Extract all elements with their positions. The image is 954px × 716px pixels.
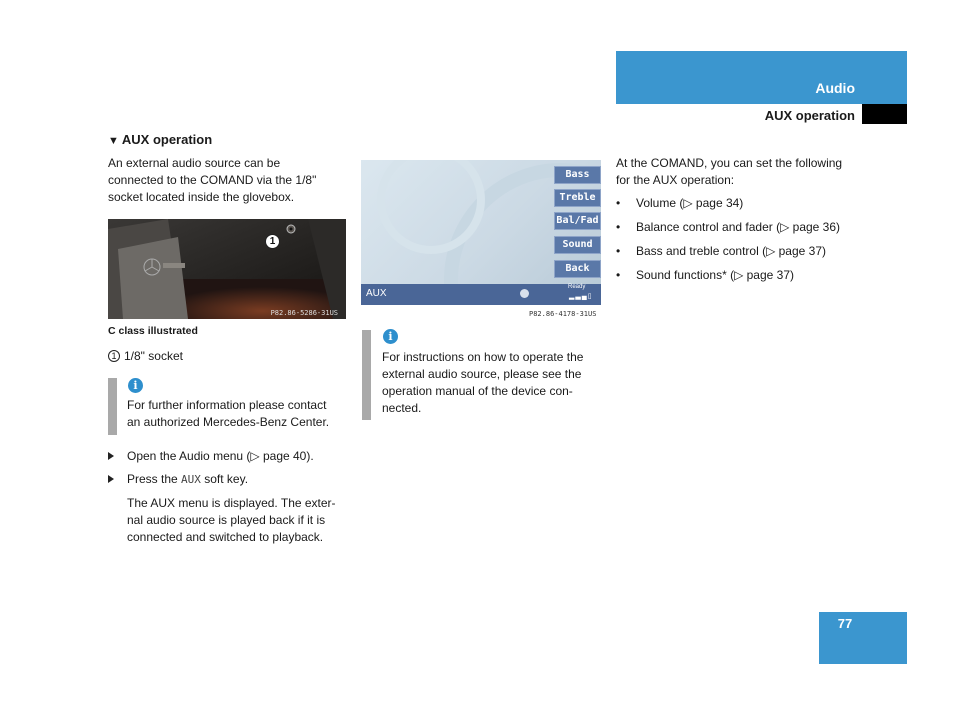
info-icon: i xyxy=(383,329,398,344)
section-heading: ▼ AUX operation xyxy=(108,132,213,147)
step-press-aux: Press the AUX soft key. xyxy=(108,471,248,488)
info-note-mid: For instructions on how to operate the external audio source, please see the operation manual of the device con- nected. xyxy=(382,350,584,415)
bullet-item: • Volume (▷ page 34) xyxy=(616,196,744,210)
step-open-audio-menu: Open the Audio menu (▷ page 40). xyxy=(108,448,314,465)
signal-bars-icon: ▂▃▄▯ xyxy=(569,293,593,300)
info-icon: i xyxy=(128,378,143,393)
info-bar-mid xyxy=(362,330,371,420)
photo-code: P82.86-5286-31US xyxy=(270,309,338,317)
legend-number: 1 xyxy=(108,350,120,362)
softkey-bass[interactable]: Bass xyxy=(554,166,601,184)
softkey-treble[interactable]: Treble xyxy=(554,189,601,207)
bullet-item: • Sound functions* (▷ page 37) xyxy=(616,268,794,282)
photo-callout-1: 1 xyxy=(265,234,280,249)
photo-caption: C class illustrated xyxy=(108,325,198,337)
info-note-left: For further information please contact an authorized Mercedes-Benz Center. xyxy=(127,398,330,429)
status-ready-label: Ready xyxy=(568,284,586,290)
section-header-bar xyxy=(616,51,907,104)
aux-key-label: AUX xyxy=(181,473,201,486)
glovebox-illustration xyxy=(108,219,346,319)
info-bar-left xyxy=(108,378,117,435)
legend-item xyxy=(108,349,183,363)
legend-text: 1/8" socket xyxy=(124,349,183,363)
bullet-item: • Bass and treble control (▷ page 37) xyxy=(616,244,827,258)
comand-aux-screen xyxy=(361,160,601,305)
arrow-right-icon xyxy=(108,475,114,483)
arrow-right-icon xyxy=(108,452,114,460)
section-title: Audio xyxy=(815,80,855,96)
page-number: 77 xyxy=(837,616,853,631)
subsection-title: AUX operation xyxy=(764,108,855,123)
softkey-back[interactable]: Back xyxy=(554,260,601,278)
glovebox-photo xyxy=(108,219,346,319)
status-aux-label: AUX xyxy=(366,288,387,299)
screen-status-bar xyxy=(361,284,601,305)
bullet-item: • Balance control and fader (▷ page 36) xyxy=(616,220,841,234)
softkey-sound[interactable]: Sound xyxy=(554,236,601,254)
disc-icon xyxy=(520,289,529,298)
header-marker xyxy=(862,104,907,124)
intro-paragraph: An external audio source can be connected to the COMAND via the 1/8" socket located inside the glovebox. xyxy=(108,156,317,204)
result-paragraph: The AUX menu is displayed. The exter- nal audio source is played back if it is connected and switched to playback. xyxy=(127,496,336,544)
settings-intro: At the COMAND, you can set the following for the AUX operation: xyxy=(616,156,843,187)
screen-code: P82.86-4178-31US xyxy=(529,310,597,318)
softkey-bal-fad[interactable]: Bal/Fad xyxy=(554,212,601,230)
triangle-down-icon: ▼ xyxy=(108,135,119,147)
